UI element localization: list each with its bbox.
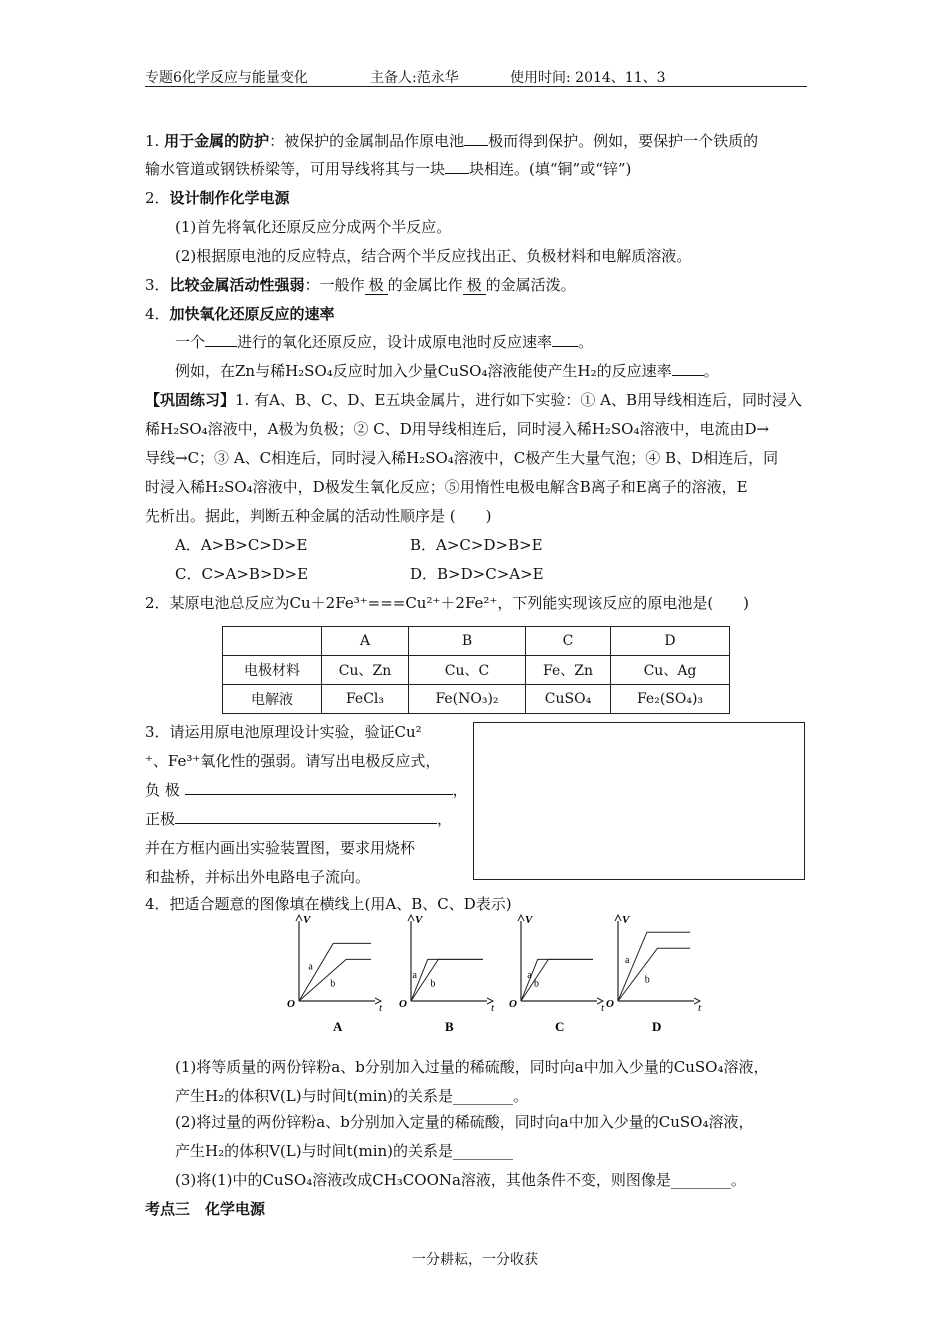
- curve-label-b: b: [534, 978, 540, 990]
- table-cell: A: [322, 627, 409, 656]
- section4-title-line: 4．加快氧化还原反应的速率: [145, 305, 335, 323]
- option-a: A．A>B>C>D>E: [175, 536, 308, 554]
- blank: [464, 131, 488, 146]
- positive-electrode-blank[interactable]: [175, 809, 437, 824]
- practice-q1-line4: 时浸入稀H₂SO₄溶液中，D极发生氧化反应；⑤用惰性电极电解含B离子和E离子的溶液，E: [145, 478, 748, 496]
- section4-title: 加快氧化还原反应的速率: [169, 305, 335, 323]
- curve-b: [411, 959, 483, 1001]
- axis-label-t: t: [601, 1002, 605, 1014]
- table-header-row: [223, 627, 730, 656]
- fill-negative: 极: [365, 276, 388, 295]
- q4-sub1-line2: 产生H₂的体积V(L)与时间t(min)的关系是________。: [175, 1087, 529, 1105]
- section1-title: 用于金属的防护: [164, 132, 270, 150]
- practice-q1-line3: 导线→C；③ A、C相连后，同时浸入稀H₂SO₄溶液中，C极产生大量气泡；④ B、D相连后，同: [145, 449, 779, 467]
- section1-line2: 输水管道或钢铁桥梁等，可用导线将其与一块 块相连。(填“铜”或“锌”): [145, 160, 632, 178]
- section4-line1: 一个 进行的氧化还原反应，设计成原电池时反应速率 。: [175, 333, 594, 351]
- kaodian-title: 考点三 化学电源: [145, 1200, 266, 1218]
- curve-label-a: a: [624, 955, 630, 967]
- positive-electrode-line: 正极 ，: [145, 810, 453, 828]
- page-footer: 一分耕耘，一分收获: [412, 1252, 538, 1268]
- fill-positive: 极: [463, 276, 486, 295]
- table-cell: Fe₂(SO₄)₃: [611, 685, 730, 714]
- option-b: B．A>C>D>B>E: [410, 536, 543, 554]
- origin-label: O: [509, 998, 517, 1010]
- header-preparer: 主备人:范永华: [370, 70, 459, 86]
- practice-q3-line2: ⁺、Fe³⁺氧化性的强弱。请写出电极反应式，: [145, 752, 441, 770]
- practice-q3-line6: 和盐桥，并标出外电路电子流向。: [145, 868, 371, 886]
- table-cell: Cu、C: [409, 656, 526, 685]
- table-cell: B: [409, 627, 526, 656]
- origin-label: O: [399, 998, 407, 1010]
- q4-sub2-line2: 产生H₂的体积V(L)与时间t(min)的关系是________: [175, 1142, 514, 1160]
- y-arrow-icon: [296, 915, 302, 921]
- drawing-box[interactable]: [473, 722, 805, 880]
- section2-line1: (1)首先将氧化还原反应分成两个半反应。: [175, 218, 452, 236]
- table-cell: C: [526, 627, 611, 656]
- axis-label-v: V: [525, 914, 533, 926]
- blank: [552, 332, 578, 347]
- graph-label: D: [652, 1019, 662, 1034]
- curve-b: [521, 959, 593, 1001]
- table-row: [223, 656, 730, 685]
- curve-a: [521, 959, 593, 1001]
- graph-A: [283, 913, 383, 1038]
- section3-title: 比较金属活动性强弱: [169, 276, 305, 294]
- origin-label: O: [287, 998, 295, 1010]
- practice-tag: 【巩固练习】: [145, 391, 236, 409]
- axis-label-t: t: [491, 1002, 495, 1014]
- section4-line2: 例如，在Zn与稀H₂SO₄反应时加入少量CuSO₄溶液能使产生H₂的反应速率 。: [175, 362, 719, 380]
- curve-a: [411, 959, 483, 1001]
- axis-label-v: V: [622, 914, 630, 926]
- q4-sub1-line1: (1)将等质量的两份锌粉a、b分别加入过量的稀硫酸，同时向a中加入少量的CuSO₄溶液，: [175, 1058, 769, 1076]
- blank: [672, 361, 704, 376]
- table-cell: FeCl₃: [322, 685, 409, 714]
- curve-label-a: a: [527, 970, 532, 982]
- y-arrow-icon: [518, 915, 524, 921]
- negative-electrode-line: 负 极 ，: [145, 781, 468, 799]
- curve-a: [618, 932, 690, 1001]
- table-cell: D: [611, 627, 730, 656]
- section2-title: 设计制作化学电源: [169, 189, 290, 207]
- table-cell: Fe、Zn: [526, 656, 611, 685]
- axis-label-v: V: [303, 914, 311, 926]
- axis-label-v: V: [415, 914, 423, 926]
- table-row: [223, 685, 730, 714]
- y-arrow-icon: [615, 915, 621, 921]
- curve-label-a: a: [308, 961, 313, 973]
- option-c: C．C>A>B>D>E: [175, 565, 309, 583]
- section3-line: 3．比较金属活动性强弱：一般作 极 的金属比作 极 的金属活泼。: [145, 276, 576, 294]
- section2-title-line: 2．设计制作化学电源: [145, 189, 290, 207]
- table-cell: 电解液: [223, 685, 322, 714]
- blank: [445, 159, 469, 174]
- section1-line1: 1. 用于金属的防护：被保护的金属制品作原电池 极而得到保护。例如，要保护一个铁质的: [145, 132, 759, 150]
- curve-label-a: a: [412, 970, 417, 982]
- header-date: 使用时间: 2014、11、3: [510, 70, 666, 86]
- graph-label: B: [445, 1019, 454, 1034]
- practice-q1-line2: 稀H₂SO₄溶液中，A极为负极；② C、D用导线相连后，同时浸入稀H₂SO₄溶液中，电流由D→: [145, 420, 770, 438]
- table-cell: CuSO₄: [526, 685, 611, 714]
- y-arrow-icon: [408, 915, 414, 921]
- graph-D: [602, 913, 702, 1038]
- page-header: [145, 67, 666, 87]
- curve-label-b: b: [430, 978, 436, 990]
- graph-label: A: [333, 1019, 343, 1034]
- practice-q2-stem: 2．某原电池总反应为Cu＋2Fe³⁺===Cu²⁺＋2Fe²⁺，下列能实现该反应的原电池是( ): [145, 594, 750, 612]
- header-topic: 专题6化学反应与能量变化: [145, 70, 308, 86]
- table-cell: 电极材料: [223, 656, 322, 685]
- table-cell: [223, 627, 322, 656]
- axis-label-t: t: [379, 1002, 383, 1014]
- option-d: D．B>D>C>A>E: [410, 565, 544, 583]
- table-cell: Cu、Ag: [611, 656, 730, 685]
- negative-electrode-blank[interactable]: [185, 780, 453, 795]
- axis-label-t: t: [698, 1002, 702, 1014]
- q4-sub2-line1: (2)将过量的两份锌粉a、b分别加入定量的稀硫酸，同时向a中加入少量的CuSO₄溶液，: [175, 1113, 754, 1131]
- practice-q1-line5: 先析出。据此，判断五种金属的活动性顺序是 ( ): [145, 507, 492, 525]
- curve-label-b: b: [330, 978, 336, 990]
- graph-label: C: [555, 1019, 565, 1034]
- curve-label-b: b: [644, 974, 650, 986]
- practice-q1-line1: 【巩固练习】1. 有A、B、C、D、E五块金属片，进行如下实验：① A、B用导线相连后，同时浸入: [145, 391, 803, 409]
- battery-options-table: [222, 626, 730, 714]
- practice-q3-line1: 3．请运用原电池原理设计实验，验证Cu²: [145, 723, 422, 741]
- section2-line2: (2)根据原电池的反应特点，结合两个半反应找出正、负极材料和电解质溶液。: [175, 247, 692, 265]
- graph-B: [395, 913, 495, 1038]
- table-cell: Cu、Zn: [322, 656, 409, 685]
- table-cell: Fe(NO₃)₂: [409, 685, 526, 714]
- practice-q3-line5: 并在方框内画出实验装置图，要求用烧杯: [145, 839, 416, 857]
- header-rule: [145, 86, 807, 87]
- practice-q4-stem: 4．把适合题意的图像填在横线上(用A、B、C、D表示): [145, 895, 512, 913]
- q4-sub3: (3)将(1)中的CuSO₄溶液改成CH₃COONa溶液，其他条件不变，则图像是________。: [175, 1171, 746, 1189]
- blank: [205, 332, 237, 347]
- origin-label: O: [606, 998, 614, 1010]
- graph-C: [505, 913, 605, 1038]
